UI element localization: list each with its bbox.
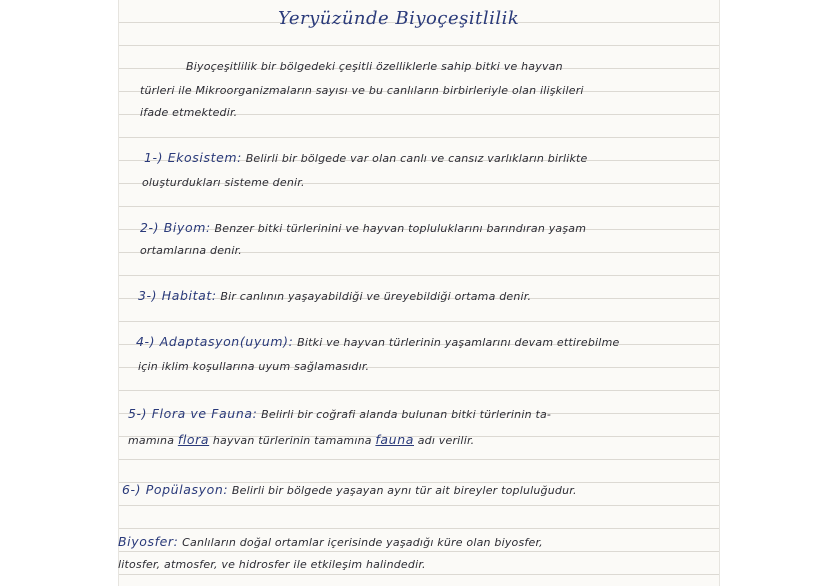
definition-text: Belirli bir bölgede var olan canlı ve cansız varlıkların birlikte (245, 152, 588, 165)
term-flora-underlined: flora (177, 432, 210, 447)
definition-ekosistem (144, 150, 588, 165)
term-habitat: 3-) Habitat: (138, 288, 217, 303)
definition-text: adı verilir. (417, 434, 475, 447)
definition-text: mamına (128, 434, 175, 447)
definition-biyom (140, 220, 586, 235)
definition-text: litosfer, atmosfer, ve hidrosfer ile etkileşim halindedir. (118, 558, 426, 571)
definition-text: ortamlarına denir. (140, 244, 242, 257)
definition-text: Belirli bir bölgede yaşayan aynı tür ait bireyler topluluğudur. (231, 484, 577, 497)
definition-adaptasyon (136, 334, 619, 349)
definition-text: Benzer bitki türlerinini ve hayvan topluluklarını barındıran yaşam (214, 222, 587, 235)
page-title: Yeryüzünde Biyoçeşitlilik (278, 8, 520, 29)
definition-text: hayvan türlerinin tamamına (212, 434, 372, 447)
term-biyosfer: Biyosfer: (118, 534, 179, 549)
term-biyom: 2-) Biyom: (140, 220, 211, 235)
intro-line-3: ifade etmektedir. (140, 106, 238, 119)
definition-habitat (138, 288, 531, 303)
definition-flora-fauna (128, 406, 551, 421)
definition-text: için iklim koşullarına uyum sağlamasıdır. (138, 360, 370, 373)
definition-biyosfer (118, 534, 543, 549)
left-page-margin (0, 0, 118, 586)
term-populasyon: 6-) Popülasyon: (122, 482, 229, 497)
definition-text: oluşturdukları sisteme denir. (142, 176, 305, 189)
definition-text: Bitki ve hayvan türlerinin yaşamlarını devam ettirebilme (297, 336, 620, 349)
right-page-margin (720, 0, 828, 586)
definition-text: Canlıların doğal ortamlar içerisinde yaşadığı küre olan biyosfer, (182, 536, 543, 549)
definition-text: Bir canlının yaşayabildiği ve üreyebildiği ortama denir. (220, 290, 532, 303)
definition-text-continued (128, 432, 474, 447)
intro-line-2: türleri ile Mikroorganizmaların sayısı ve bu canlıların birbirleriyle olan ilişkileri (140, 84, 584, 97)
definition-populasyon (122, 482, 577, 497)
term-adaptasyon: 4-) Adaptasyon(uyum): (136, 334, 294, 349)
notebook-page (118, 0, 720, 586)
definition-text: Belirli bir coğrafi alanda bulunan bitki türlerinin ta- (261, 408, 552, 421)
term-flora-fauna: 5-) Flora ve Fauna: (128, 406, 258, 421)
term-fauna-underlined: fauna (375, 432, 414, 447)
intro-line-1: Biyoçeşitlilik bir bölgedeki çeşitli özelliklerle sahip bitki ve hayvan (186, 60, 563, 73)
term-ekosistem: 1-) Ekosistem: (144, 150, 242, 165)
